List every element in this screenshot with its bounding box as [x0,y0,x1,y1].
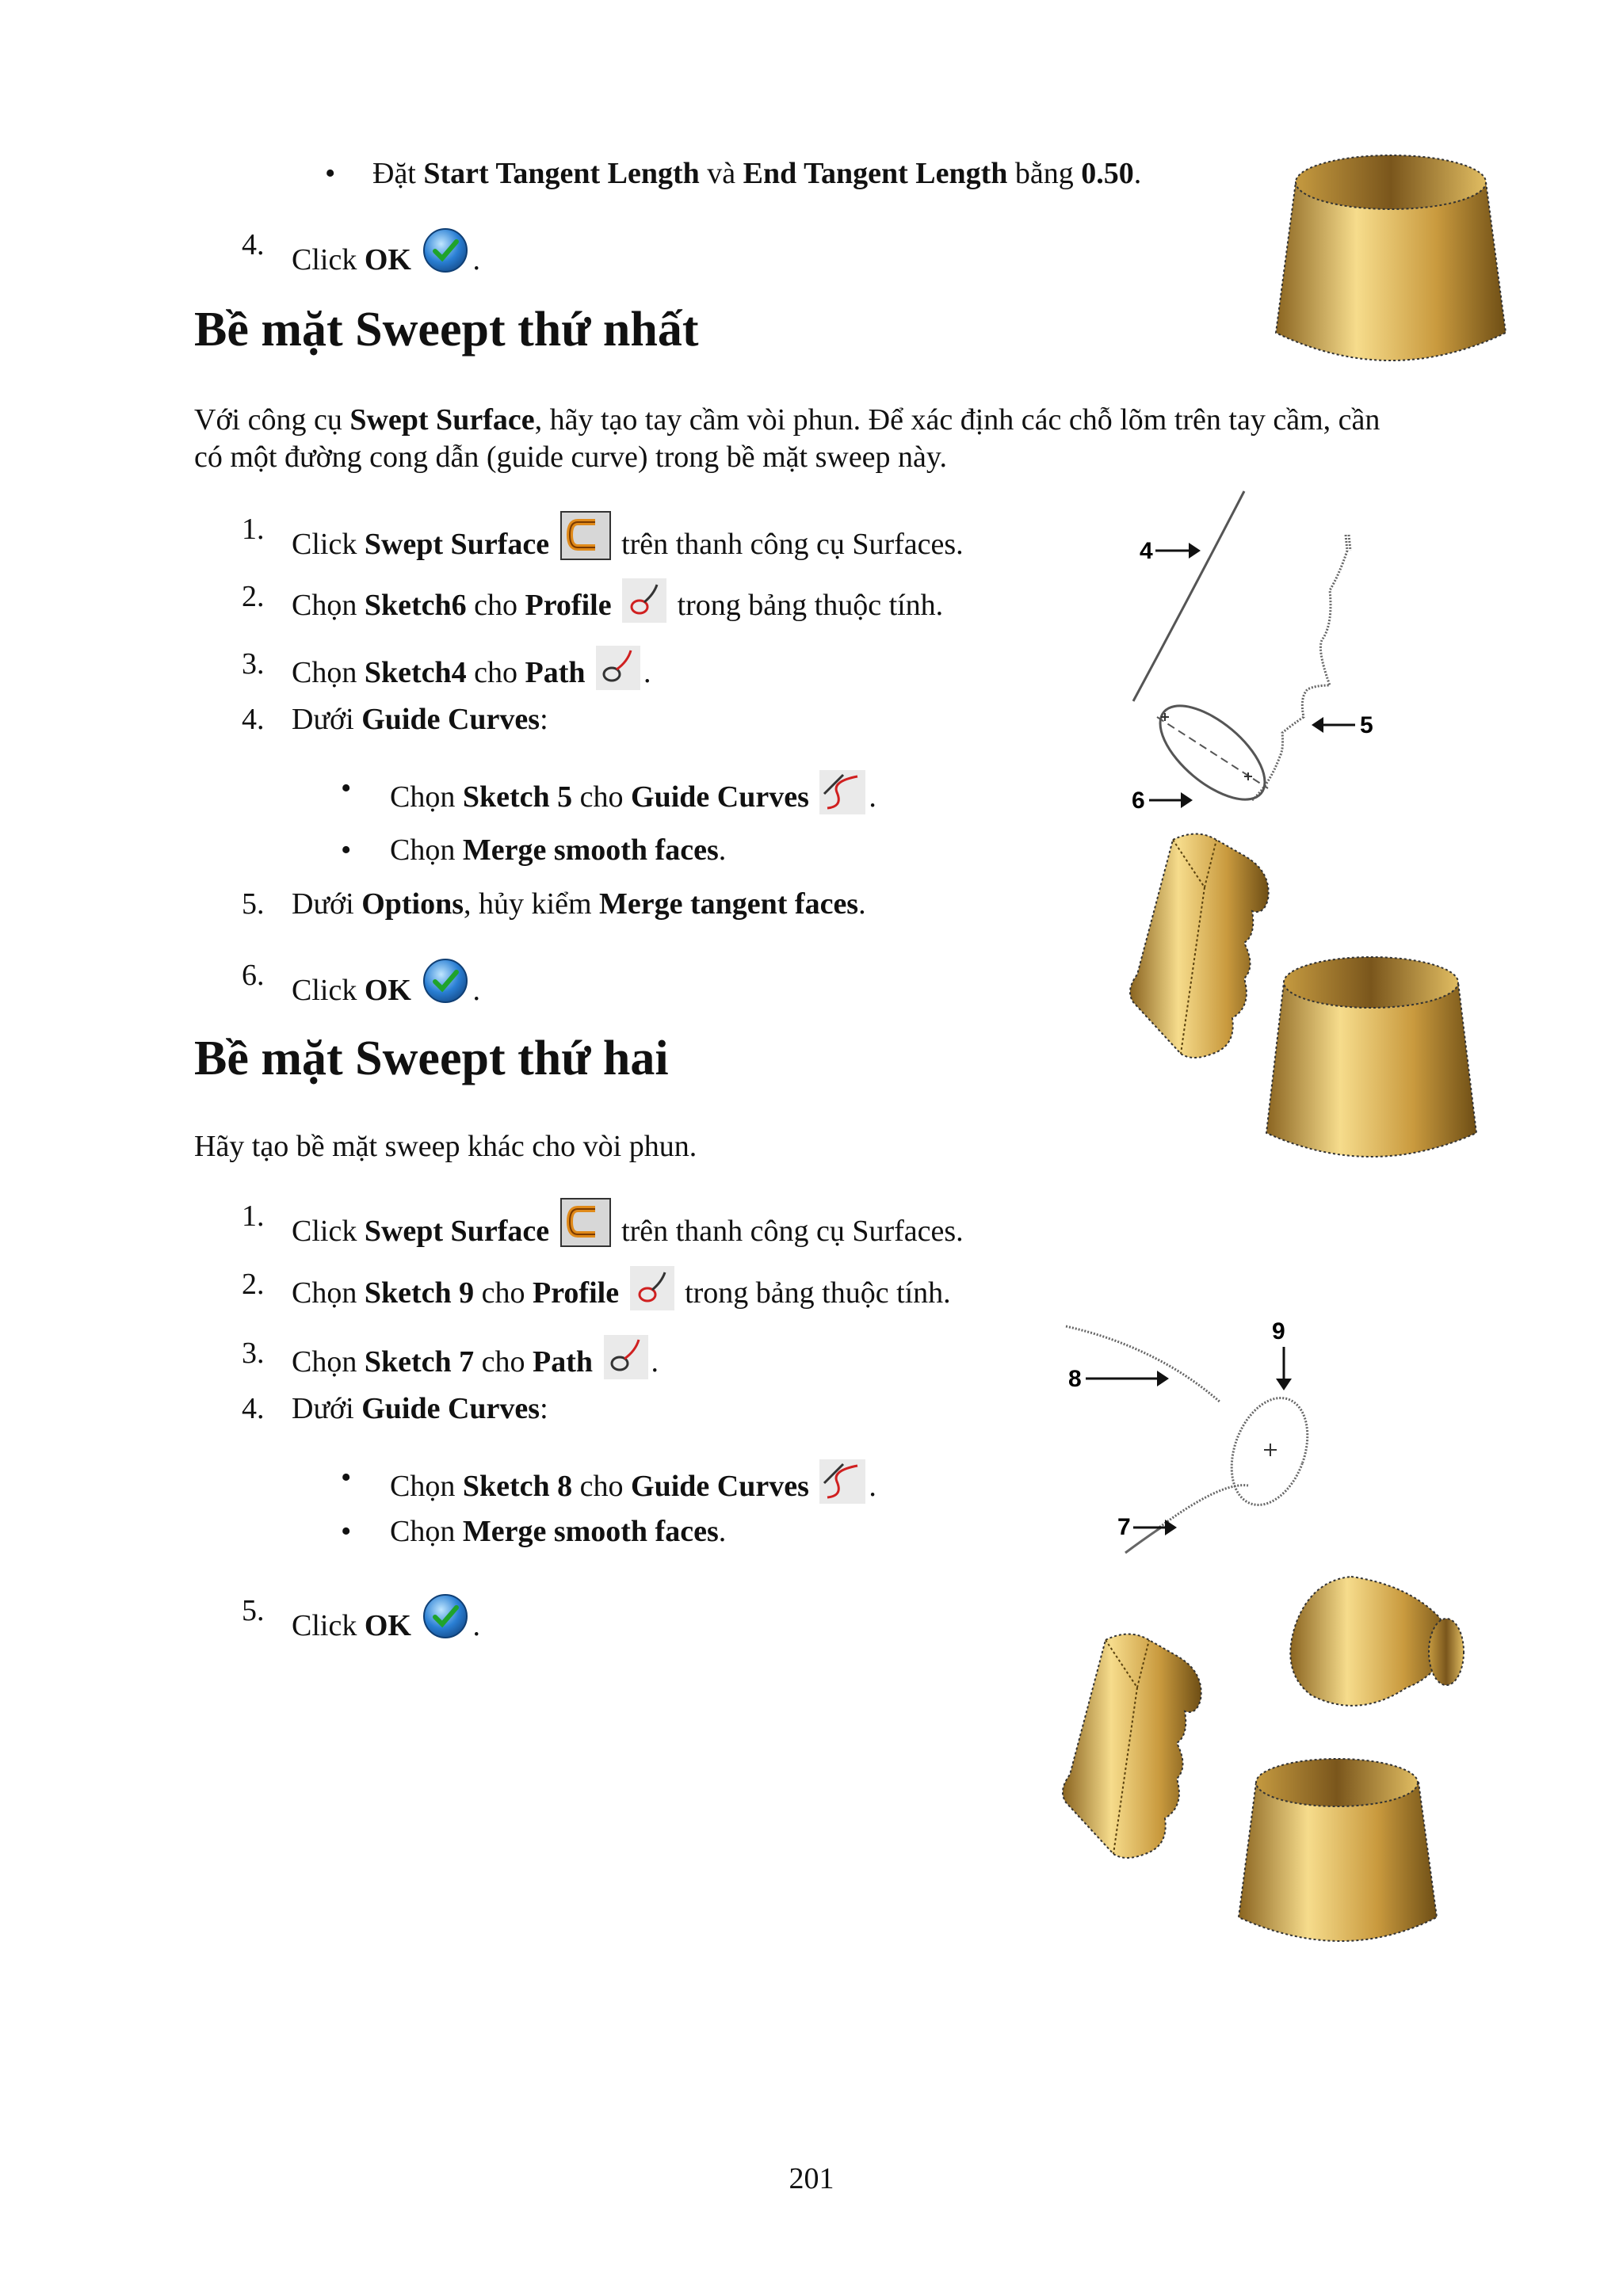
step-text: Click Swept Surface trên thanh công cụ Surfaces. [292,511,964,563]
callout-label: 7 [1117,1514,1131,1540]
ok-check-icon [422,957,469,1005]
step-number: 4. [242,1392,265,1425]
step-number: 1. [242,513,265,546]
page-number: 201 [789,2162,834,2195]
section-title: Bề mặt Sweept thứ hai [194,1032,669,1085]
final-assembly-figure [1058,1569,1533,2012]
step-text: Dưới Options, hủy kiểm Merge tangent faces. [292,887,866,921]
step-click-ok: Click OK . [292,957,480,1009]
step-number: 4. [242,228,265,261]
callout-label: 9 [1272,1318,1285,1344]
bullet-dot: • [341,1515,352,1548]
step-click-ok: Click OK . [292,1592,480,1644]
bullet-dot: • [325,157,336,190]
guide-curve-icon [819,1459,865,1504]
step-number: 6. [242,959,265,992]
step-text: Chọn Sketch4 cho Path . [292,646,651,691]
profile-sketch-icon [622,578,666,623]
sub-step-text: Chọn Merge smooth faces. [390,1515,727,1548]
step-number: 4. [242,703,265,736]
callout-label: 4 [1140,538,1153,564]
ok-check-icon [422,227,469,274]
ok-check-icon [422,1592,469,1640]
step-number: 5. [242,887,265,921]
bullet-dot: • [341,833,352,867]
step-number: 1. [242,1199,265,1233]
step-click-ok: Click OK . [292,227,480,278]
sub-step-text: Chọn Sketch 5 cho Guide Curves . [390,770,876,815]
sketch-curves-figure [1125,487,1395,820]
step-number: 2. [242,1268,265,1301]
guide-curve-icon [819,770,865,814]
path-sketch-icon [596,646,640,690]
path-sketch-icon [604,1335,648,1379]
step-text: Chọn Sketch 7 cho Path . [292,1335,659,1380]
section-intro-line2: có một đường cong dẫn (guide curve) trong bề mặt sweep này. [194,441,947,474]
handle-and-cone-figure [1125,824,1522,1252]
step-text: Dưới Guide Curves: [292,1392,548,1425]
sub-step-text: Chọn Sketch 8 cho Guide Curves . [390,1459,876,1505]
bullet-dot: • [341,772,352,805]
section-intro: Hãy tạo bề mặt sweep khác cho vòi phun. [194,1130,697,1163]
callout-label: 5 [1360,712,1373,738]
section-intro: Với công cụ Swept Surface, hãy tạo tay cầm vòi phun. Để xác định các chỗ lõm trên tay cầm, cần [194,403,1381,437]
swept-surface-icon [560,511,611,560]
step-text: Dưới Guide Curves: [292,703,548,736]
section-title: Bề mặt Sweept thứ nhất [194,303,699,357]
step-number: 3. [242,647,265,681]
step-number: 5. [242,1594,265,1627]
profile-sketch-icon [630,1266,674,1310]
step-text: Chọn Sketch6 cho Profile trong bảng thuộc tính. [292,578,943,624]
step-text: Chọn Sketch 9 cho Profile trong bảng thuộc tính. [292,1266,951,1311]
cone-surface-figure [1272,151,1510,388]
sub-step-text: Chọn Merge smooth faces. [390,833,727,867]
swept-surface-icon [560,1198,611,1247]
callout-label: 6 [1132,788,1145,814]
sketch-curves-figure [1062,1315,1347,1569]
callout-label: 8 [1068,1366,1082,1392]
step-number: 3. [242,1337,265,1370]
step-text: Click Swept Surface trên thanh công cụ Surfaces. [292,1198,964,1249]
tangent-length-bullet: Đặt Start Tangent Length và End Tangent Length bằng 0.50. [372,157,1142,190]
bullet-dot: • [341,1461,352,1494]
step-number: 2. [242,580,265,613]
